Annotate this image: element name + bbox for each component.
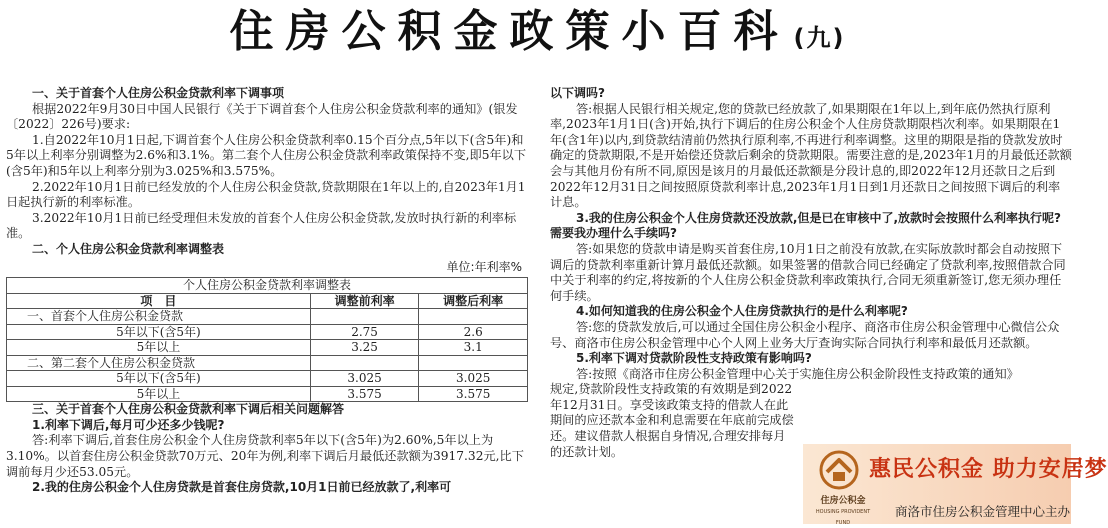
row-item: 二、第二套个人住房公积金贷款 (7, 355, 311, 371)
table-header-row (7, 293, 528, 309)
row-item: 5年以下(含5年) (7, 371, 311, 387)
answer-2: 答:根据人民银行相关规定,您的贷款已经放款了,如果期限在1年以上,到年底仍然执行原利率,2023年1月1日(含)开始,执行下调后的住房公积金个人住房贷款期限档次利率。如果期限在1年(含1年)以内,到贷款结清前仍然执行原利率,不再进行利率调整。这里的期限是指的贷款发放时确定的贷款期限,不是开始偿还贷款后剩余的贷款期限。需要注意的是,2023年1月的月最低还款额会与其他月份有所不同,原因是该月的月最低还款额是分段计息的,即2022年12月还款日之后到2022年12月31日之间按照原贷款利率计息,2023年1月1日到1月还款日之间按照下调后的利率计息。 (550, 101, 1072, 210)
question-2-continued: 以下调吗? (550, 86, 605, 100)
unit-note: 单位:年利率% (446, 259, 522, 274)
answer-4: 答:您的贷款发放后,可以通过全国住房公积金小程序、商洛市住房公积金管理中心微信公众号、商洛市住房公积金管理中心个人网上业务大厅查询实际合同执行利率和最低月还款额。 (550, 319, 1060, 350)
row-item: 5年以上 (7, 386, 311, 402)
answer-1: 答:利率下调后,首套住房公积金个人住房贷款利率5年以下(含5年)为2.60%,5年以上为3.10%。以首套住房公积金贷款70万元、20年为例,利率下调后月最低还款额为3917.32元,比下调前每月少还53.05元。 (6, 433, 524, 479)
page-title (0, 4, 1075, 66)
header-item: 项 目 (7, 293, 311, 309)
row-after: 3.575 (419, 386, 528, 402)
left-column (6, 86, 528, 496)
table-row (7, 340, 528, 356)
header-after: 调整后利率 (419, 293, 528, 309)
logo-title: 住房公积金 (820, 496, 866, 506)
table-row (7, 371, 528, 387)
section-1-heading: 一、关于首套个人住房公积金贷款利率下调事项 (32, 86, 285, 100)
section-3-heading: 三、关于首套个人住房公积金贷款利率下调后相关问题解答 (32, 402, 345, 417)
logo-subtitle: HOUSING PROVIDENT FUND (815, 509, 871, 526)
row-after (419, 355, 528, 371)
answer-3: 答:如果您的贷款申请是购买首套住房,10月1日之前没有放款,在实际放款时都会自动按照下调后的贷款利率重新计算月最低还款额。如果签署的借款合同已经确定了贷款利率,按照借款合同中关于利率的约定,将按新的个人住房公积金贷款利率政策执行,合同无须重新签订,您无须办理任何手续。 (550, 241, 1066, 303)
paragraph: 3.2022年10月1日前已经受理但未发放的首套个人住房公积金贷款,发放时执行新的利率标准。 (6, 210, 517, 241)
question-3: 3.我的住房公积金个人住房贷款还没放款,但是已在审核中了,放款时会按照什么利率执行呢?需要我办理什么手续吗? (550, 210, 1061, 241)
title-sub: (九) (793, 24, 846, 52)
row-after: 2.6 (419, 324, 528, 340)
table-row (7, 386, 528, 402)
paragraph: 2.2022年10月1日前已经发放的个人住房公积金贷款,贷款期限在1年以上的,自2023年1月1日起执行新的利率标准。 (6, 179, 526, 210)
question-5: 5.利率下调对贷款阶段性支持政策有影响吗? (576, 351, 812, 366)
question-2: 2.我的住房公积金个人住房贷款是首套住房贷款,10月1日前已经放款了,利率可 (32, 480, 452, 495)
row-before: 3.575 (310, 386, 419, 402)
row-item: 一、首套个人住房公积金贷款 (7, 309, 311, 325)
banner-slogan: 惠民公积金 助力安居梦 (869, 457, 1108, 482)
question-1: 1.利率下调后,每月可少还多少钱呢? (32, 417, 225, 432)
rate-table (6, 277, 528, 402)
housing-fund-logo-icon (819, 450, 859, 490)
row-item: 5年以上 (7, 340, 311, 356)
row-after: 3.025 (419, 371, 528, 387)
row-item: 5年以下(含5年) (7, 324, 311, 340)
row-before (310, 355, 419, 371)
row-after (419, 309, 528, 325)
table-caption: 个人住房公积金贷款利率调整表 (7, 278, 528, 294)
right-column (550, 86, 1072, 460)
section-2-heading: 二、个人住房公积金贷款利率调整表 (32, 241, 225, 256)
table-row (7, 355, 528, 371)
title-main: 住房公积金政策小百科 (229, 6, 790, 57)
row-after: 3.1 (419, 340, 528, 356)
question-4: 4.如何知道我的住房公积金个人住房贷款执行的是什么利率呢? (576, 304, 908, 319)
row-before: 3.25 (310, 340, 419, 356)
header-before: 调整前利率 (310, 293, 419, 309)
row-before: 3.025 (310, 371, 419, 387)
answer-5-rest: 规定,贷款阶段性支持政策的有效期是到2022年12月31日。享受该政策支持的借款人在此期间的应还款本金和利息需要在年底前完成偿还。建议借款人根据自身情况,合理安排每月的还款计划。 (550, 382, 794, 459)
row-before: 2.75 (310, 324, 419, 340)
paragraph: 根据2022年9月30日中国人民银行《关于下调首套个人住房公积金贷款利率的通知》(银发〔2022〕226号)要求: (6, 101, 518, 132)
logo-text (809, 496, 877, 528)
row-before (310, 309, 419, 325)
banner-host: 商洛市住房公积金管理中心主办 (895, 504, 1071, 519)
sponsor-banner (803, 444, 1108, 526)
table-row (7, 309, 528, 325)
answer-5-first-line: 答:按照《商洛市住房公积金管理中心关于实施住房公积金阶段性支持政策的通知》 (576, 366, 1019, 381)
table-row (7, 324, 528, 340)
paragraph: 1.自2022年10月1日起,下调首套个人住房公积金贷款利率0.15个百分点,5年以下(含5年)和5年以上利率分别调整为2.6%和3.1%。第二套个人住房公积金贷款利率政策保持不变,即5年以下(含5年)和5年以上利率分别为3.025%和3.575%。 (6, 132, 527, 178)
